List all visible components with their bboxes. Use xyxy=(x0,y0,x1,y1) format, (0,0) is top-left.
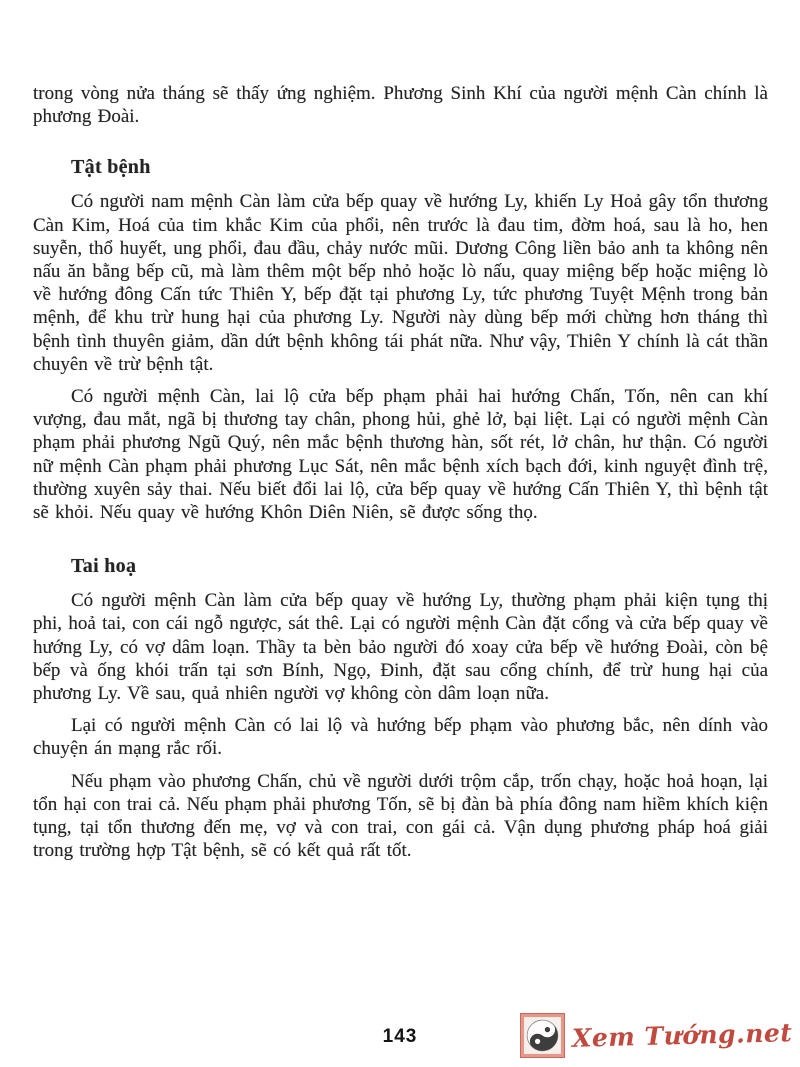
paragraph-tat-benh-2: Có người mệnh Càn, lai lộ cửa bếp phạm phải hai hướng Chấn, Tốn, nên can khí vượng, đau mắt, ngã bị thương tay chân, phong hủi, ghẻ lở, bại liệt. Lại có người mệnh Càn phạm phải phương Ngũ Quý, nên mắc bệnh thương hàn, sốt rét, lở chân, hư thận. Có người nữ mệnh Càn phạm phải phương Lục Sát, nên mắc bệnh xích bạch đới, kinh nguyệt đình trệ, thường xuyên sảy thai. Nếu biết đổi lai lộ, cửa bếp quay về hướng Cấn Thiên Y, thì bệnh tật sẽ khỏi. Nếu quay về hướng Khôn Diên Niên, sẽ được sống thọ. xyxy=(33,386,768,524)
paragraph-tat-benh-1: Có người nam mệnh Càn làm cửa bếp quay về hướng Ly, khiến Ly Hoả gây tổn thương Càn Kim, Hoá của tim khắc Kim của phổi, nên trước là đau tim, đờm hoá, sau là ho, hen suyễn, thổ huyết, ung phổi, đau đầu, chảy nước mũi. Dương Công liền bảo anh ta không nên nấu ăn bằng bếp cũ, mà làm thêm một bếp nhỏ hoặc lò nấu, quay miệng bếp hoặc miệng lò về hướng đông Cấn tức Thiên Y, bếp đặt tại phương Ly, tức phương Tuyệt Mệnh trong bản mệnh, để khu trừ hung hại của phương Ly. Người này dùng bếp mới chừng hơn tháng thì bệnh tình thuyên giảm, dần dứt bệnh không tái phát nữa. Như vậy, Thiên Y chính là cát thần chuyên về trừ bệnh tật. xyxy=(33,191,768,375)
watermark-site-name: Xem Tướng.net xyxy=(571,1018,793,1053)
intro-paragraph: trong vòng nửa tháng sẽ thấy ứng nghiệm. Phương Sinh Khí của người mệnh Càn chính là phương Đoài. xyxy=(33,83,768,128)
paragraph-tai-hoa-3: Nếu phạm vào phương Chấn, chủ về người dưới trộm cắp, trốn chạy, hoặc hoả hoạn, lại tổn hại con trai cả. Nếu phạm phải phương Tốn, sẽ bị đàn bà phía đông nam hiềm khích kiện tụng, tại tổn thương đến mẹ, vợ và con trai, con gái cả. Vận dụng phương pháp hoá giải trong trường hợp Tật bệnh, sẽ có kết quả rất tốt. xyxy=(33,770,768,862)
section-heading-tai-hoa: Tai hoạ xyxy=(71,555,137,578)
page-number: 143 xyxy=(382,1026,418,1047)
yin-yang-icon xyxy=(520,1013,565,1058)
page-content xyxy=(33,82,768,871)
watermark xyxy=(520,1013,792,1058)
paragraph-tai-hoa-2: Lại có người mệnh Càn có lai lộ và hướng bếp phạm vào phương bắc, nên dính vào chuyện án mạng rắc rối. xyxy=(33,715,768,760)
section-heading-tat-benh: Tật bệnh xyxy=(71,156,151,179)
paragraph-tai-hoa-1: Có người mệnh Càn làm cửa bếp quay về hướng Ly, thường phạm phải kiện tụng thị phi, hoả tai, con cái ngỗ ngược, sát thê. Lại có người mệnh Càn đặt cổng và cửa bếp quay về hướng Ly, có vợ dâm loạn. Thầy ta bèn bảo người đó xoay cửa bếp về hướng Đoài, còn bệ bếp và ống khói trấn tại sơn Bính, Ngọ, Đinh, đặt sau cổng chính, để trừ hung hại của phương Ly. Về sau, quả nhiên người vợ không còn dâm loạn nữa. xyxy=(33,590,768,705)
